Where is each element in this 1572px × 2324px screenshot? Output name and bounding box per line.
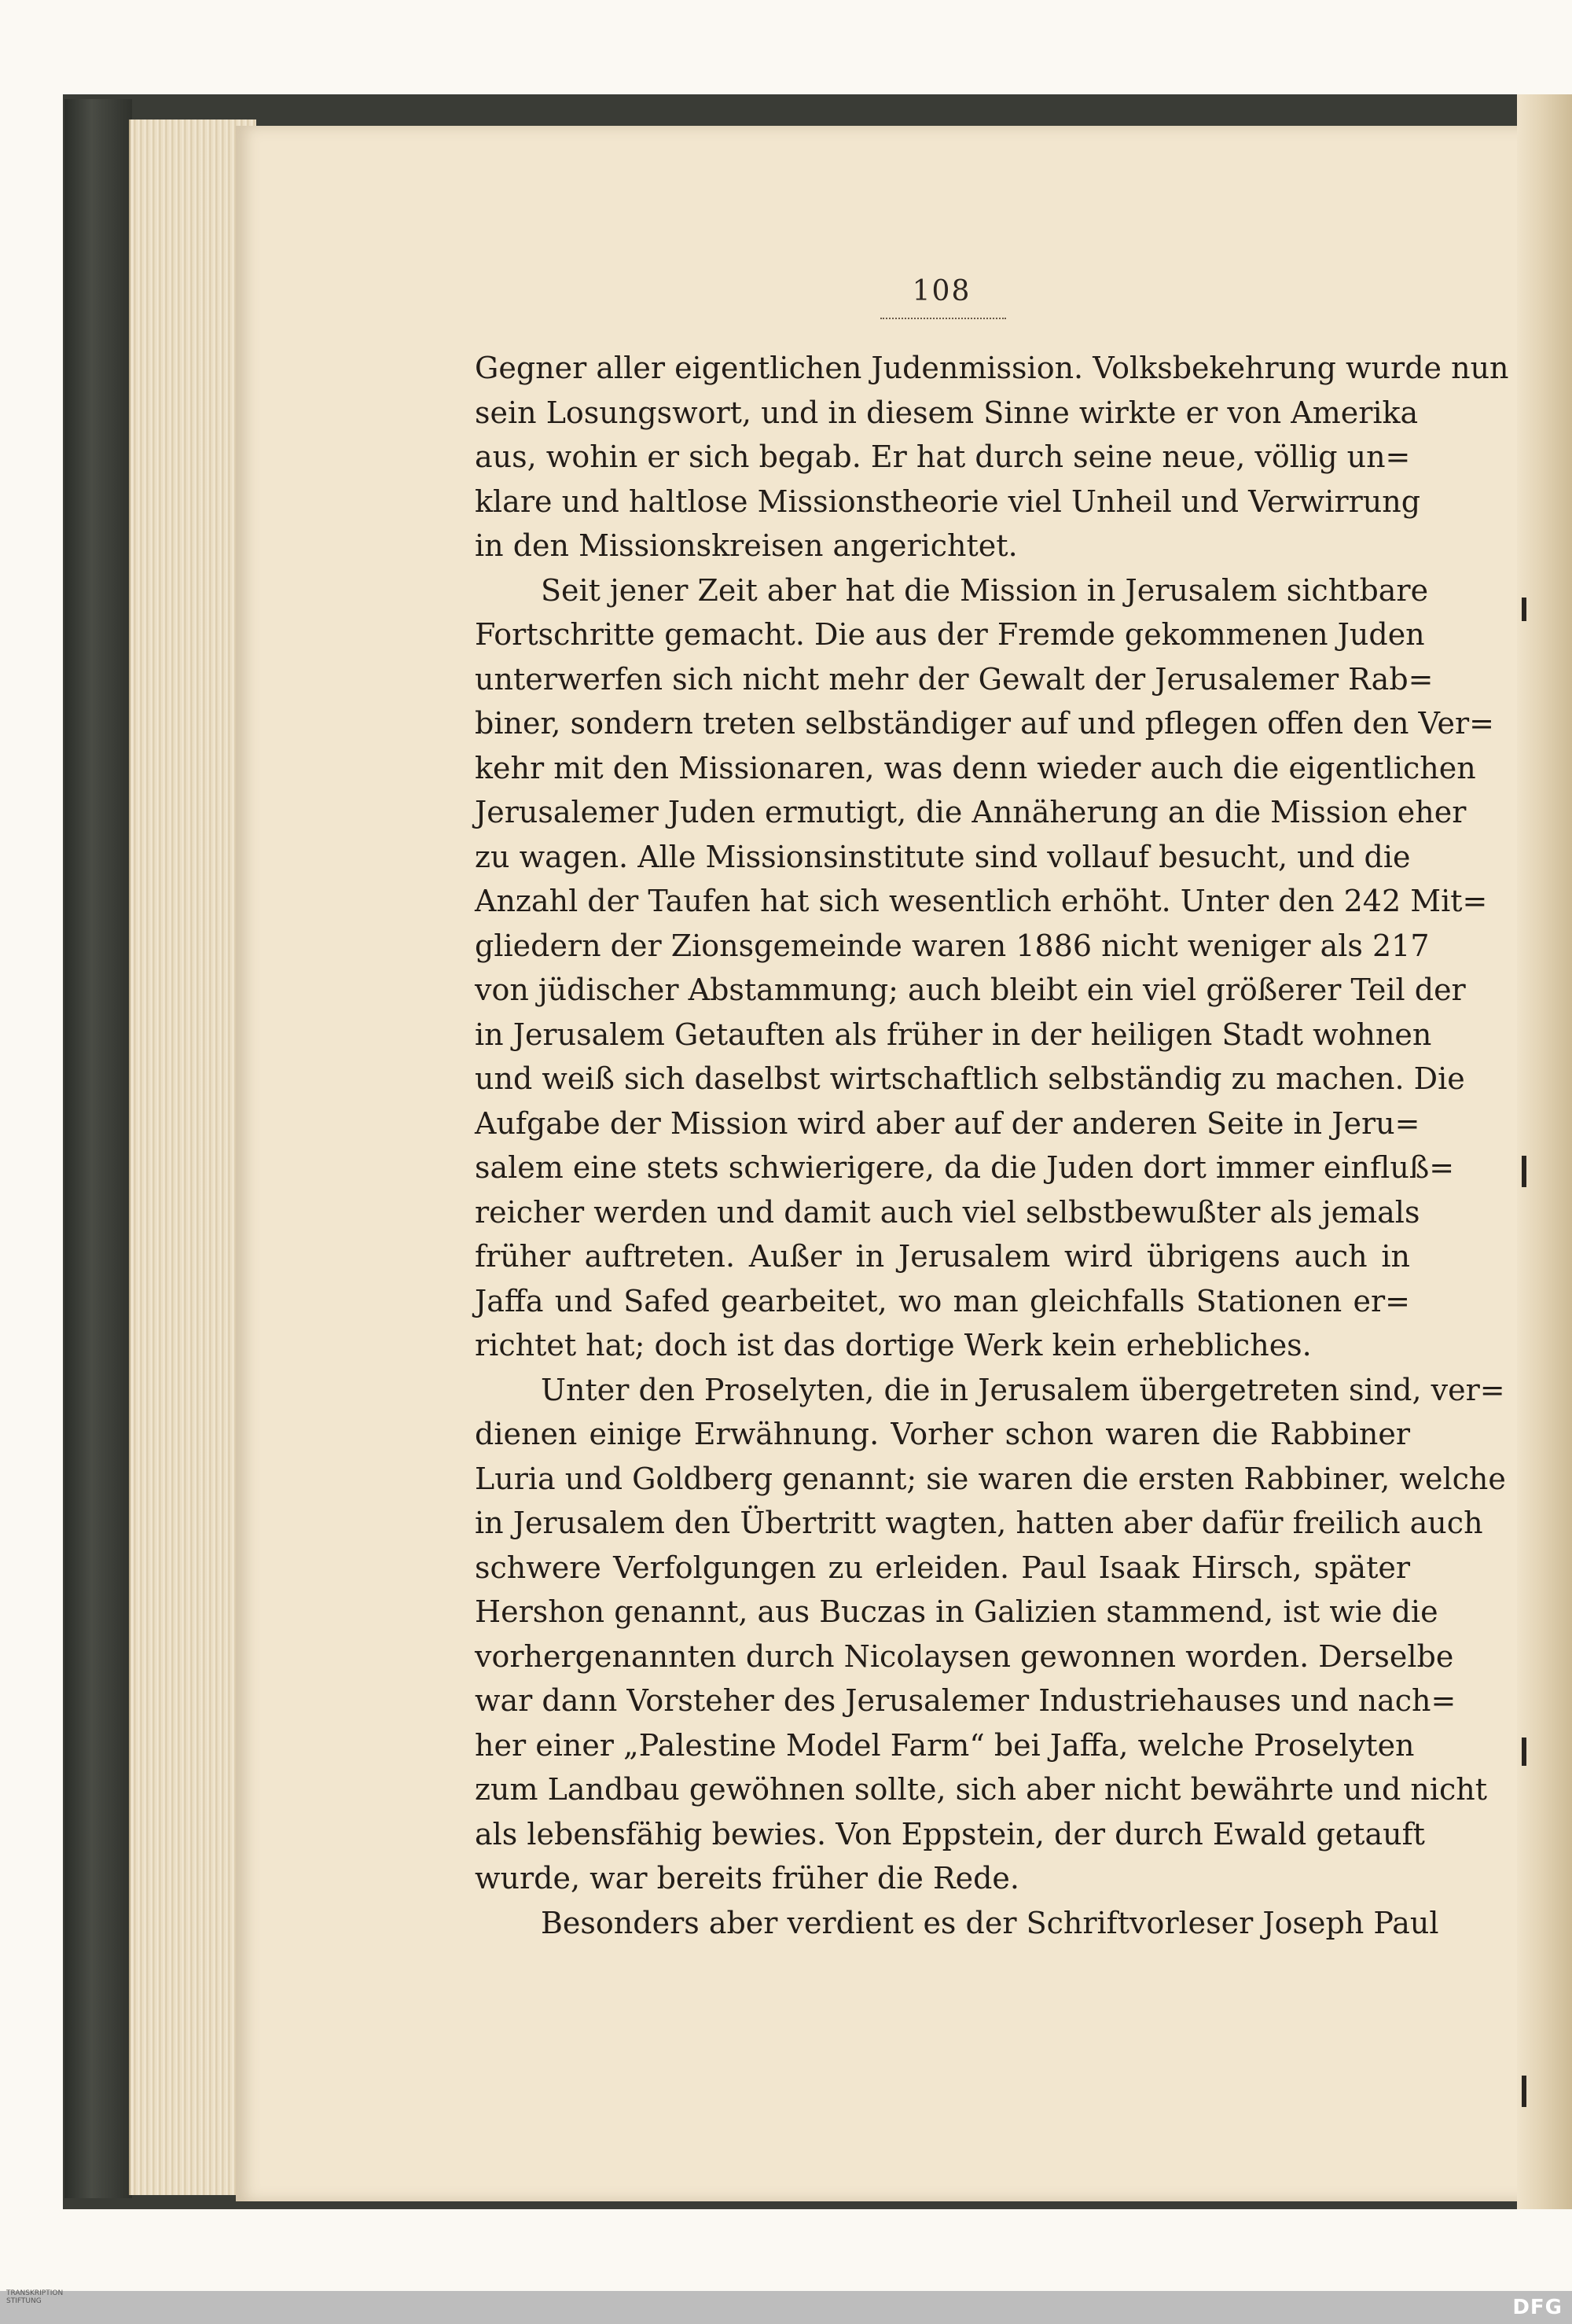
text-line: Unter den Proselyten, die in Jerusalem übergetreten sind, ver=	[541, 1372, 1505, 1407]
text-line: Fortschritte gemacht. Die aus der Fremde gekommenen Juden	[475, 617, 1425, 652]
text-line: her einer „Palestine Model Farm“ bei Jaffa, welche Proselyten	[475, 1727, 1415, 1763]
text-line: in Jerusalem Getauften als früher in der heiligen Stadt wohnen	[475, 1017, 1432, 1052]
page-gutter	[1517, 94, 1572, 2209]
binding-mark	[1522, 598, 1526, 621]
text-line: biner, sondern treten selbständiger auf und pflegen offen den Ver=	[475, 706, 1494, 741]
text-line: Jerusalemer Juden ermutigt, die Annäherung an die Mission eher	[475, 795, 1467, 829]
text-line: reicher werden und damit auch viel selbstbewußter als jemals	[475, 1194, 1420, 1230]
text-line: Besonders aber verdient es der Schriftvorleser Joseph Paul	[541, 1905, 1439, 1940]
page-number-rule	[880, 318, 1006, 319]
binding-mark	[1522, 1737, 1526, 1766]
text-line: Hershon genannt, aus Buczas in Galizien stammend, ist wie die	[475, 1594, 1438, 1629]
text-line: gliedern der Zionsgemeinde waren 1886 nicht weniger als 217	[475, 928, 1430, 963]
text-line: in Jerusalem den Übertritt wagten, hatten aber dafür freilich auch	[475, 1506, 1483, 1540]
text-line: salem eine stets schwierigere, da die Juden dort immer einfluß=	[475, 1150, 1455, 1185]
dfg-label: DFG	[1512, 2296, 1563, 2319]
text-line: aus, wohin er sich begab. Er hat durch seine neue, völlig un=	[475, 439, 1411, 474]
text-line: war dann Vorsteher des Jerusalemer Industriehauses und nach=	[475, 1683, 1456, 1718]
text-line: unterwerfen sich nicht mehr der Gewalt der Jerusalemer Rab=	[475, 661, 1434, 697]
text-line: vorhergenannten durch Nicolaysen gewonnen worden. Derselbe	[475, 1638, 1454, 1674]
body-text	[475, 346, 1509, 1945]
page-number: 108	[912, 275, 971, 307]
institution-logo: TRANSKRIPTION STIFTUNG	[6, 2289, 64, 2305]
text-line: Aufgabe der Mission wird aber auf der anderen Seite in Jeru=	[475, 1105, 1420, 1141]
text-line: in den Missionskreisen angerichtet.	[475, 528, 1018, 563]
text-line: kehr mit den Missionaren, was denn wieder auch die eigentlichen	[475, 750, 1476, 785]
book-cover-edge	[64, 99, 132, 2198]
text-line: klare und haltlose Missionstheorie viel Unheil und Verwirrung	[475, 484, 1421, 519]
text-line: und weiß sich daselbst wirtschaftlich selbständig zu machen. Die	[475, 1061, 1465, 1096]
text-line: Anzahl der Taufen hat sich wesentlich erhöht. Unter den 242 Mit=	[475, 884, 1488, 918]
text-line: sein Losungswort, und in diesem Sinne wirkte er von Amerika	[475, 395, 1419, 430]
text-line: Jaffa und Safed gearbeitet, wo man gleichfalls Stationen er=	[475, 1283, 1410, 1318]
text-line: Luria und Goldberg genannt; sie waren die ersten Rabbiner, welche	[475, 1461, 1506, 1496]
text-line: von jüdischer Abstammung; auch bleibt ein viel größerer Teil der	[475, 973, 1466, 1007]
text-line: zum Landbau gewöhnen sollte, sich aber nicht bewährte und nicht	[475, 1772, 1488, 1807]
text-line: dienen einige Erwähnung. Vorher schon waren die Rabbiner	[475, 1417, 1410, 1451]
text-line: zu wagen. Alle Missionsinstitute sind vollauf besucht, und die	[475, 839, 1411, 874]
text-line: schwere Verfolgungen zu erleiden. Paul Isaak Hirsch, später	[475, 1550, 1410, 1585]
text-line: früher auftreten. Außer in Jerusalem wird übrigens auch in	[475, 1239, 1410, 1274]
viewer-footer-bar	[0, 2291, 1572, 2324]
text-line: wurde, war bereits früher die Rede.	[475, 1861, 1019, 1896]
text-line: Gegner aller eigentlichen Judenmission. Volksbekehrung wurde nun	[475, 351, 1509, 385]
text-line: richtet hat; doch ist das dortige Werk kein erhebliches.	[475, 1328, 1312, 1362]
binding-mark	[1522, 1156, 1526, 1187]
text-line: Seit jener Zeit aber hat die Mission in Jerusalem sichtbare	[541, 572, 1429, 608]
text-line: als lebensfähig bewies. Von Eppstein, der durch Ewald getauft	[475, 1816, 1425, 1851]
binding-mark	[1522, 2076, 1526, 2107]
